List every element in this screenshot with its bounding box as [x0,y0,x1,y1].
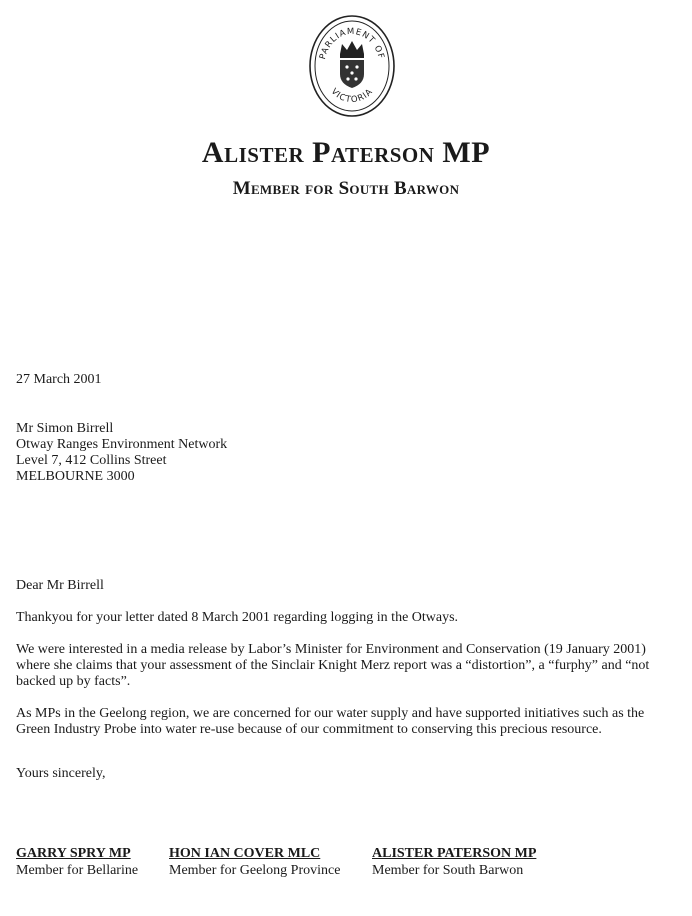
signature-block [372,845,536,879]
letterhead-member-title: Member for South Barwon [232,178,460,199]
signature-block [16,845,138,879]
salutation: Dear Mr Birrell [16,578,104,593]
recipient-line: Otway Ranges Environment Network [16,437,228,452]
signatory-title: Member for Bellarine [16,863,139,878]
signatory-name: ALISTER PATERSON MP [372,846,537,861]
seal-top-text: PARLIAMENT OF [317,26,387,61]
signatory-title: Member for South Barwon [372,863,524,878]
body-paragraph: As MPs in the Geelong region, we are concerned for our water supply and have supported initiatives such as the Green Industry Probe into water re-use because of our commitment to conserving this precious resource. [16,706,645,737]
body-paragraph: Thankyou for your letter dated 8 March 2001 regarding logging in the Otways. [16,610,459,625]
signature-block [169,845,340,879]
letter-date: 27 March 2001 [16,372,102,387]
signatory-title: Member for Geelong Province [169,863,341,878]
letterhead-name: Alister Paterson MP [201,136,491,169]
recipient-line: MELBOURNE 3000 [16,469,135,484]
recipient-line: Mr Simon Birrell [16,421,114,436]
seal-bottom-text: VICTORIA [328,86,376,106]
recipient-address [16,421,227,485]
svg-text:VICTORIA [329,87,376,106]
closing: Yours sincerely, [16,766,106,781]
signatory-name: HON IAN COVER MLC [169,846,321,861]
parliament-seal-logo [302,8,402,120]
signatory-name: GARRY SPRY MP [16,846,131,861]
recipient-line: Level 7, 412 Collins Street [16,453,167,468]
body-paragraph: We were interested in a media release by Labor’s Minister for Environment and Conservation (19 January 2001) where she claims that your assessment of the Sinclair Knight Merz report was a “distortion”, a “furphy” and “not backed up by facts”. [16,642,650,689]
